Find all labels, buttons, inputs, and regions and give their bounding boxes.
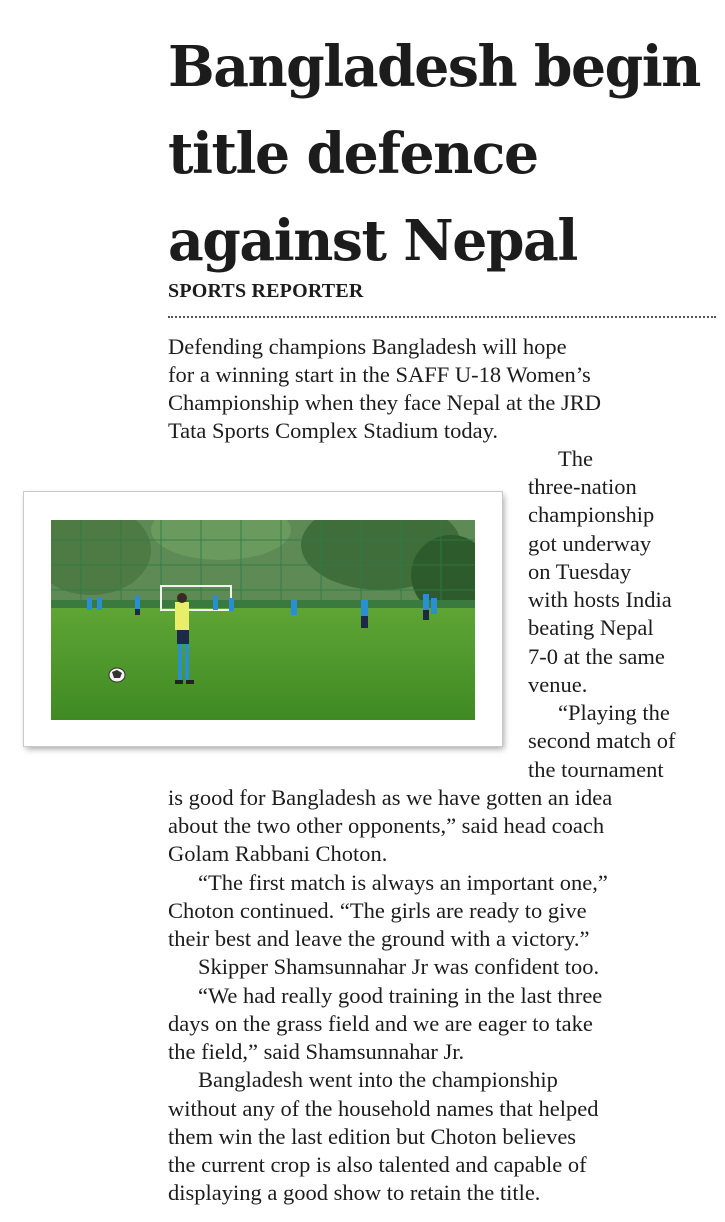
body-line: Tata Sports Complex Stadium today. bbox=[168, 418, 499, 443]
body-line: Bangladesh went into the championship bbox=[198, 1067, 558, 1092]
body-line: the current crop is also talented and capable of bbox=[168, 1152, 587, 1177]
body-line: with hosts India bbox=[528, 587, 672, 612]
body-line: got underway bbox=[528, 531, 652, 556]
headline-line: Bangladesh begin bbox=[168, 34, 700, 100]
body-line: Defending champions Bangladesh will hope bbox=[168, 334, 567, 359]
body-line: for a winning start in the SAFF U-18 Women’s bbox=[168, 362, 591, 387]
body-line: The bbox=[558, 446, 593, 471]
body-line: venue. bbox=[528, 672, 588, 697]
headline-line: against Nepal bbox=[168, 208, 577, 274]
football-training-photo bbox=[51, 520, 475, 720]
body-line: “The first match is always an important one,” bbox=[198, 870, 608, 895]
body-line: is good for Bangladesh as we have gotten an idea bbox=[168, 785, 613, 810]
body-line: “We had really good training in the last three bbox=[198, 983, 603, 1008]
body-line: championship bbox=[528, 502, 655, 527]
body-line: displaying a good show to retain the title. bbox=[168, 1180, 541, 1205]
body-line: beating Nepal bbox=[528, 615, 654, 640]
body-line: them win the last edition but Choton believes bbox=[168, 1124, 577, 1149]
body-line: the tournament bbox=[528, 757, 664, 782]
body-line: 7-0 at the same bbox=[528, 644, 665, 669]
body-line: days on the grass field and we are eager to take bbox=[168, 1011, 593, 1036]
body-line: three-nation bbox=[528, 474, 637, 499]
dotted-divider bbox=[168, 316, 716, 318]
body-line: “Playing the bbox=[558, 700, 670, 725]
body-line: without any of the household names that helped bbox=[168, 1096, 599, 1121]
body-line: second match of bbox=[528, 728, 676, 753]
headline-line: title defence bbox=[168, 121, 538, 187]
body-line: the field,” said Shamsunnahar Jr. bbox=[168, 1039, 465, 1064]
body-line: on Tuesday bbox=[528, 559, 632, 584]
byline: SPORTS REPORTER bbox=[168, 280, 364, 302]
body-line: Choton continued. “The girls are ready to give bbox=[168, 898, 587, 923]
body-line: their best and leave the ground with a victory.” bbox=[168, 926, 590, 951]
body-line: Championship when they face Nepal at the JRD bbox=[168, 390, 602, 415]
body-line: about the two other opponents,” said head coach bbox=[168, 813, 605, 838]
body-line: Skipper Shamsunnahar Jr was confident too. bbox=[198, 954, 600, 979]
headline bbox=[168, 24, 725, 285]
body-line: Golam Rabbani Choton. bbox=[168, 841, 388, 866]
article-photo bbox=[24, 492, 502, 746]
